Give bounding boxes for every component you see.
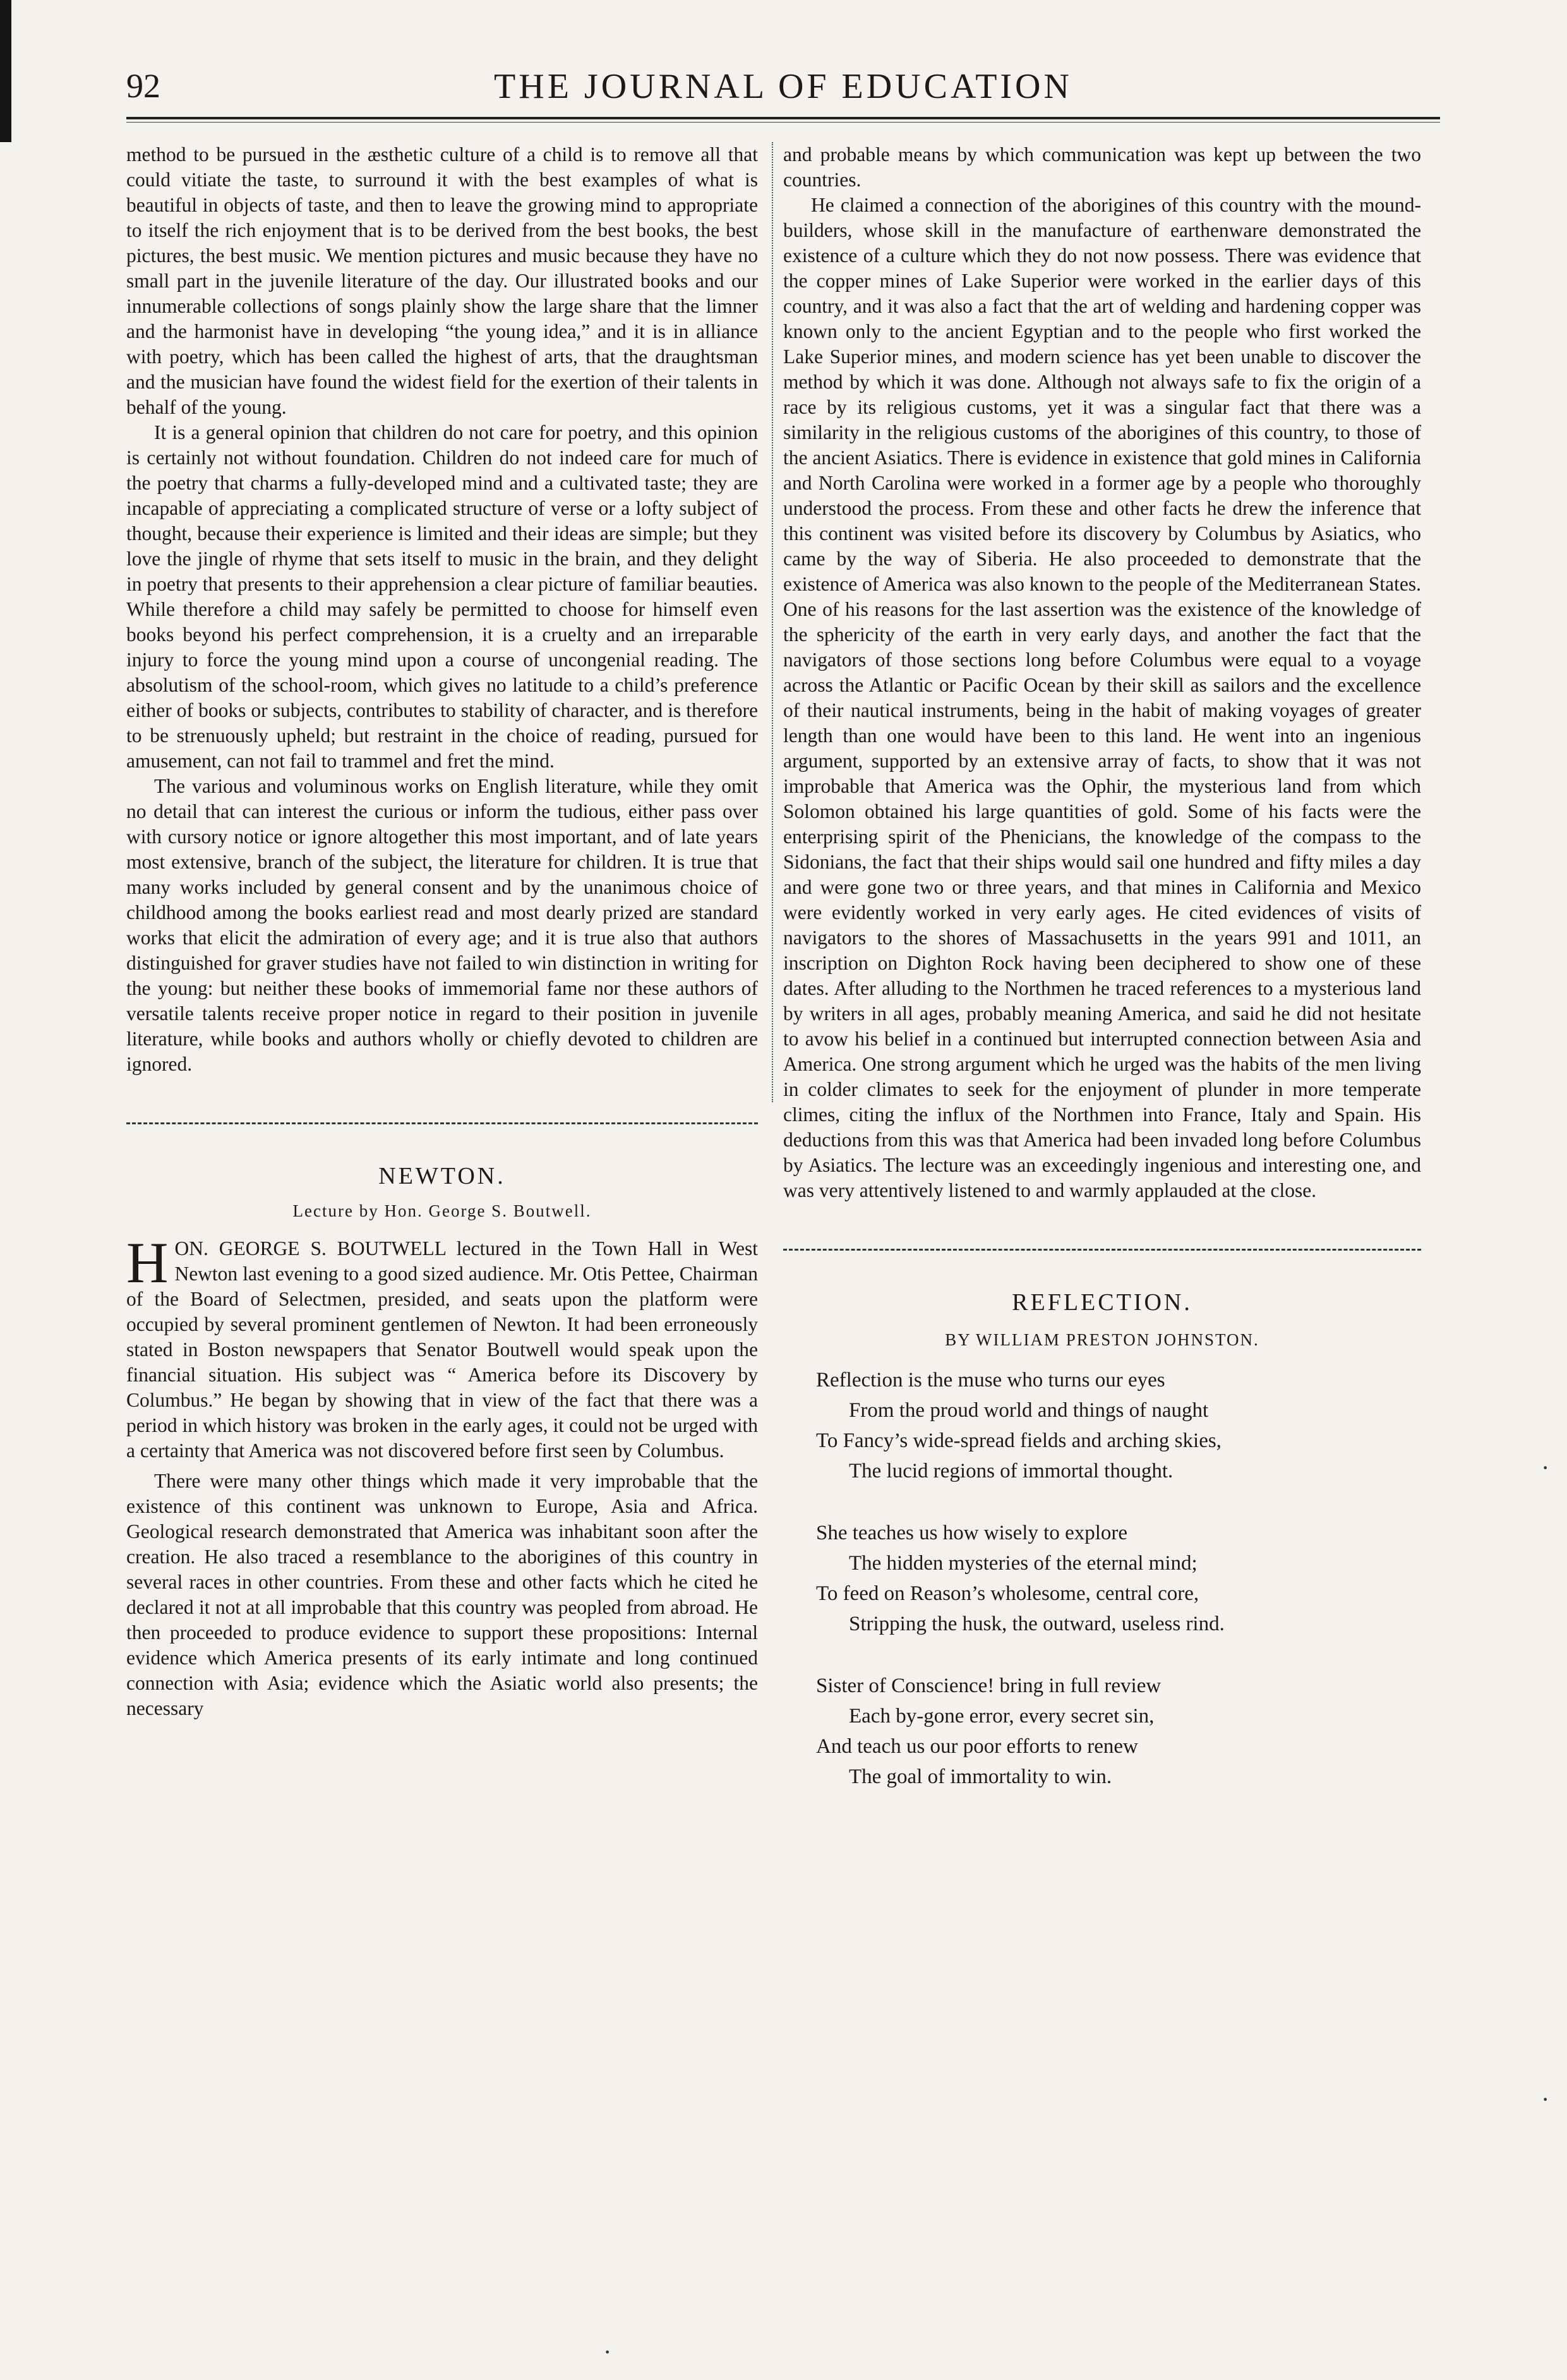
poem-line: Sister of Conscience! bring in full review bbox=[816, 1674, 1162, 1697]
section-byline: Lecture by Hon. George S. Boutwell. bbox=[292, 1201, 592, 1220]
poem-stanza bbox=[816, 1365, 1421, 1486]
section-divider bbox=[783, 1249, 1421, 1251]
page-header bbox=[126, 66, 1440, 111]
article-paragraph: The various and voluminous works on English literature, while they omit no detail that can interest the curious or inform the tudious, either pass over with cursory notice or ignore altogether this most important, and of late years most extensive, branch of the subject, the literature for children. It is true that many works included by general consent and by the unanimous choice of childhood among the books earliest read and most dearly prized are standard works that elicit the admiration of every age; and it is true also that authors distinguished for graver studies have not failed to win distinction in writing for the young: but neither these books of immemorial fame nor these authors of versatile talents receive proper notice in regard to their position in juvenile literature, while books and authors wholly or chiefly devoted to children are ignored. bbox=[126, 775, 758, 1075]
poem-stanza bbox=[816, 1518, 1421, 1639]
article-paragraph: method to be pursued in the æsthetic culture of a child is to remove all that could vitiate the taste, to surround it with the best examples of what is beautiful in objects of taste, and then to leave the growing mind to appropriate to itself the rich enjoyment that is to be derived from the best books, the best pictures, the best music. We mention pictures and music because they have no small part in the juvenile literature of the day. Our illustrated books and our innumerable collections of songs plainly show the large share that the limner and the harmonist have in developing “the young idea,” and it is in alliance with poetry, which has been called the highest of arts, that the draughtsman and the musician have found the widest field for the exertion of their talents in behalf of the young. bbox=[126, 143, 758, 418]
header-rule bbox=[126, 117, 1440, 119]
poem-line: Each by-gone error, every secret sin, bbox=[849, 1705, 1155, 1728]
lecture-first-paragraph bbox=[126, 1230, 758, 1463]
poem-stanza bbox=[816, 1671, 1421, 1792]
article-paragraph: It is a general opinion that children do not care for poetry, and this opinion is certainly not without foundation. Children do not indeed care for much of the poetry that charms a fully-developed mind and a cultivated taste; they are incapable of appreciating a complicated structure of verse or a lofty subject of thought, because their experience is limited and their ideas are simple; but they love the jingle of rhyme that sets itself to music in the brain, and they delight in poetry that presents to their apprehension a clear picture of familiar beauties. While therefore a child may safely be permitted to choose for himself even books beyond his perfect comprehension, it is a cruelty and an irreparable injury to force the young mind upon a course of uncongenial reading. The absolutism of the school-room, which gives no latitude to a child’s preference either of books or subjects, contributes to stability of character, and is therefore to be strenuously upheld; but restraint in the choice of reading, pursued for amusement, can not fail to trammel and fret the mind. bbox=[126, 421, 758, 772]
right-column bbox=[783, 142, 1421, 1824]
poem-line: She teaches us how wisely to explore bbox=[816, 1522, 1128, 1544]
drop-cap: H bbox=[126, 1230, 169, 1295]
margin-mark: · bbox=[1541, 2085, 1550, 2113]
poem-title: REFLECTION. bbox=[1012, 1289, 1192, 1316]
poem-line: Reflection is the muse who turns our eyes bbox=[816, 1369, 1165, 1391]
poem-line: To Fancy’s wide-spread fields and arching skies, bbox=[816, 1429, 1222, 1452]
page-number: 92 bbox=[126, 67, 160, 105]
poem-line: The hidden mysteries of the eternal mind; bbox=[849, 1552, 1198, 1575]
poem-line: The goal of immortality to win. bbox=[849, 1765, 1112, 1788]
running-title: THE JOURNAL OF EDUCATION bbox=[494, 67, 1072, 106]
poem-line: Stripping the husk, the outward, useless rind. bbox=[849, 1613, 1225, 1635]
poem-line: The lucid regions of immortal thought. bbox=[849, 1460, 1174, 1482]
poem-line: From the proud world and things of naught bbox=[849, 1399, 1209, 1422]
poem-line: And teach us our poor efforts to renew bbox=[816, 1735, 1138, 1758]
poem-body bbox=[783, 1365, 1421, 1792]
margin-mark: · bbox=[603, 2338, 612, 2366]
header-rule-thin bbox=[126, 122, 1440, 123]
poem-byline: BY WILLIAM PRESTON JOHNSTON. bbox=[945, 1330, 1259, 1349]
section-divider bbox=[126, 1122, 758, 1124]
margin-mark: · bbox=[1541, 1453, 1550, 1482]
poem-line: To feed on Reason’s wholesome, central core, bbox=[816, 1582, 1199, 1605]
lecture-paragraph: There were many other things which made it very improbable that the existence of this continent was unknown to Europe, Asia and Africa. Geological research demonstrated that America was inhabitant soon after the creation. He also traced a resemblance to the aborigines of this country in several races in other countries. From these and other facts which he cited he declared it not at all improbable that this country was peopled from abroad. He then proceeded to produce evidence to support these propositions: Internal evidence which America presents of its early intimate and long continued connection with Asia; evidence which the Asiatic world also presents; the necessary bbox=[126, 1470, 758, 1719]
section-title: NEWTON. bbox=[378, 1163, 506, 1189]
page-edge-bar bbox=[0, 0, 11, 142]
lecture-first-paragraph-text: ON. GEORGE S. BOUTWELL lectured in the Town Hall in West Newton last evening to a good sized audience. Mr. Otis Pettee, Chairman of the Board of Selectmen, presided, and seats upon the platform were occupied by several prominent gentlemen of Newton. It had been erroneously stated in Boston newspapers that Senator Boutwell would speak upon the financial situation. His subject was “ America before its Discovery by Columbus.” He began by showing that in view of the fact that there was a period in which history was broken in the early ages, it could not be urged with a certainty that America was not discovered before first seen by Columbus. bbox=[126, 1237, 758, 1462]
left-column bbox=[126, 142, 758, 1721]
column-divider bbox=[772, 142, 773, 1102]
lecture-continued-paragraph: He claimed a connection of the aborigines of this country with the mound-builders, whose skill in the manufacture of earthenware demonstrated the existence of a culture which they do not now possess. There was evidence that the copper mines of Lake Superior were worked in the earlier days of this country, and it was also a fact that the art of welding and hardening copper was known only to the ancient Egyptian and to the people who first worked the Lake Superior mines, and modern science has yet been unable to discover the method by which it was done. Although not always safe to fix the origin of a race by its religious customs, yet it was a singular fact that there was a similarity in the religious customs of the aborigines of this country, to those of the ancient Asiatics. There is evidence in existence that gold mines in California and North Carolina were worked in a former age by a people who thoroughly understood the process. From these and other facts he drew the inference that this continent was visited before its discovery by Columbus by Asiatics, who came by the way of Siberia. He also proceeded to demonstrate that the existence of America was also known to the people of the Mediterranean States. One of his reasons for the last assertion was the existence of the knowledge of the sphericity of the earth in very early days, and another the fact that the navigators of those sections long before Columbus were equal to a voyage across the Atlantic or Pacific Ocean by their skill as sailors and the excellence of their nautical instruments, being in the habit of making voyages of greater length than one would have been to this land. He went into an ingenious argument, supported by an extensive array of facts, to show that it was not improbable that America was the Ophir, the mysterious land from which Solomon obtained his large quantities of gold. Some of his facts were the enterprising spirit of the Phenicians, the knowledge of the compass to the Sidonians, the fact that their ships would sail one hundred and fifty miles a day and were gone two or three years, and that mines in California and Mexico were evidently worked in very early ages. He cited evidences of visits of navigators to the shores of Massachusetts in the years 991 and 1011, an inscription on Dighton Rock having been deciphered to show one of these dates. After alluding to the Northmen he traced references to a mysterious land by writers in all ages, probably meaning America, and said he did not hesitate to avow his belief in a continued but interrupted connection between Asia and America. One strong argument which he urged was the habits of the men living in colder climates to seek for the enjoyment of plunder in more temperate climes, citing the influx of the Northmen into France, Italy and Spain. His deductions from this was that America had been invaded long before Columbus by Asiatics. The lecture was an exceedingly ingenious and interesting one, and was very attentively listened to and warmly applauded at the close. bbox=[783, 194, 1421, 1201]
lecture-continued-paragraph: and probable means by which communication was kept up between the two countries. bbox=[783, 143, 1421, 191]
